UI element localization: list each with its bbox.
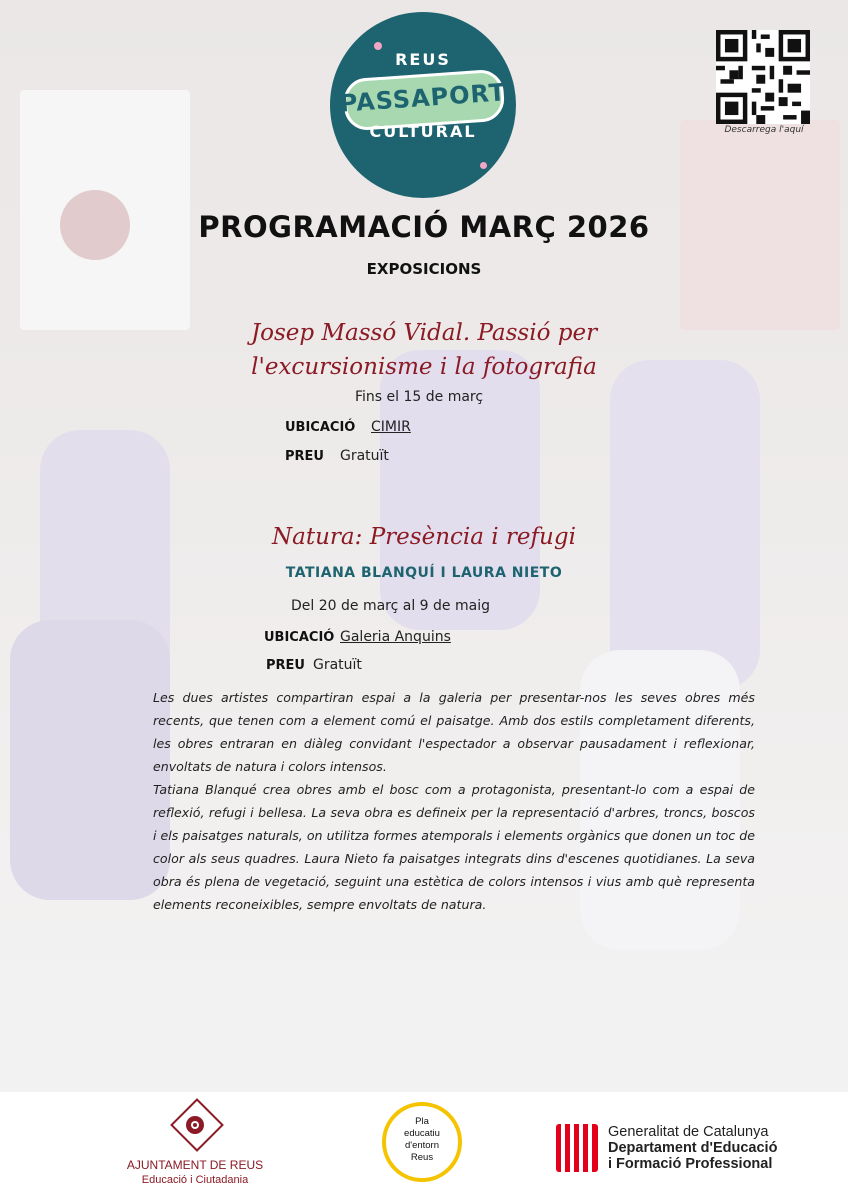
- pla-line4: Reus: [410, 1152, 434, 1163]
- generalitat-name: Generalitat de Catalunya: [608, 1124, 769, 1140]
- pla-line2: educatiu: [404, 1128, 440, 1139]
- passaport-cultural-logo: [330, 12, 516, 198]
- ajuntament-name: AJUNTAMENT DE REUS: [126, 1158, 264, 1172]
- exhibition-2-price: Gratuït: [313, 657, 362, 673]
- exhibition-1-title-line1: Josep Massó Vidal. Passió per: [250, 320, 598, 346]
- exhibition-1-location-link[interactable]: CIMIR: [371, 419, 411, 435]
- exhibition-1-title: [0, 316, 848, 384]
- exhibition-2-location-label: UBICACIÓ: [264, 630, 335, 645]
- description-paragraph-2: Tatiana Blanqué crea obres amb el bosc com a protagonista, presentant-lo com a espai de reflexió, refugi i bellesa. La seva obra es defineix per la representació d'arbres, troncs, boscos i els paisatges naturals, on utilitza formes atemporals i elements orgànics que donen un toc de color als seus quadres. Laura Nieto fa paisatges integrats dins d'escenes quotidianes. La seva obra és plena de vegetació, seguint una estètica de colors intensos i vius amb què representa elements reconeixibles, sempre envoltats de natura.: [153, 782, 755, 912]
- generalitat-department-2: i Formació Professional: [608, 1156, 773, 1172]
- page-title: PROGRAMACIÓ MARÇ 2026: [198, 210, 650, 244]
- exhibition-2-description: [153, 686, 755, 916]
- exhibition-1-dates: Fins el 15 de març: [355, 389, 484, 405]
- logo-text-cultural: CULTURAL: [369, 122, 477, 141]
- exhibition-1-price-label: PREU: [285, 449, 324, 464]
- description-paragraph-1: Les dues artistes compartiran espai a la galeria per presentar-nos les seves obres més recents, que tenen com a element comú el paisatge. Amb dos estils completament diferents, les obres entraran en diàleg convidant l'espectador a observar pausadament i reflexionar, envoltats de natura i colors intensos.: [153, 690, 755, 774]
- exhibition-1-price: Gratuït: [340, 448, 389, 464]
- logo-dot: [480, 162, 487, 169]
- exhibition-2-dates: Del 20 de març al 9 de maig: [291, 598, 490, 614]
- ajuntament-department: Educació i Ciutadania: [141, 1174, 249, 1186]
- exhibition-2-title: Natura: Presència i refugi: [272, 524, 576, 550]
- logo-text-reus: REUS: [395, 50, 451, 69]
- exhibition-1-title-line2: l'excursionisme i la fotografia: [251, 354, 597, 380]
- exhibition-2-price-label: PREU: [266, 658, 305, 673]
- senyera-icon: [556, 1124, 598, 1172]
- exhibition-1-location-label: UBICACIÓ: [285, 420, 356, 435]
- pla-line3: d'entorn: [404, 1140, 440, 1151]
- page-subtitle: EXPOSICIONS: [366, 260, 482, 278]
- generalitat-logo: [556, 1122, 816, 1178]
- exhibition-2-location-link[interactable]: Galeria Anquins: [340, 629, 451, 645]
- pla-text: [382, 1116, 462, 1164]
- logo-dot: [374, 42, 382, 50]
- generalitat-department-1: Departament d'Educació: [608, 1140, 778, 1156]
- qr-code-graphic: [716, 30, 810, 124]
- logo-text-passaport: PASSAPORT: [338, 78, 508, 118]
- rose-icon: [182, 1112, 208, 1138]
- qr-code[interactable]: [716, 30, 810, 124]
- pla-educatiu-logo: [378, 1098, 468, 1190]
- pla-line1: Pla: [415, 1116, 429, 1127]
- qr-caption: Descarrega l'aquí: [724, 125, 804, 135]
- exhibition-2-artists: TATIANA BLANQUÍ I LAURA NIETO: [285, 565, 563, 581]
